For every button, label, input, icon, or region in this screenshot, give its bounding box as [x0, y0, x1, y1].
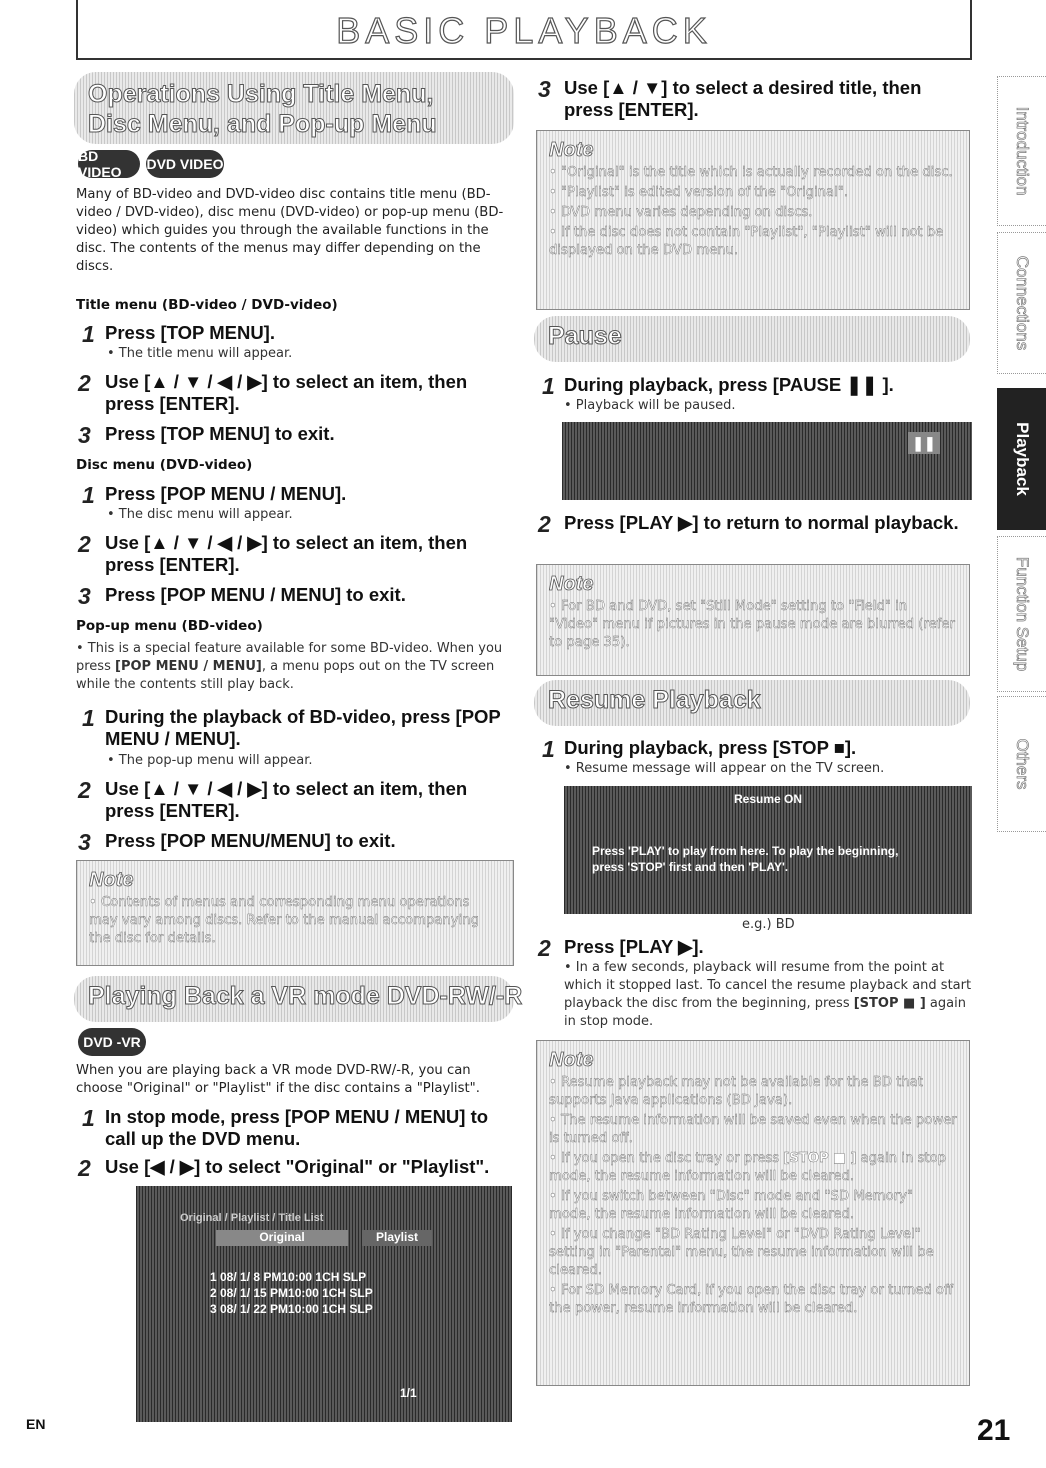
step-text: Press [PLAY ▶] to return to normal playback. — [564, 512, 959, 533]
section-title: Playing Back a VR mode DVD-RW/-R — [88, 982, 523, 1010]
title-menu-heading: Title menu (BD-video / DVD-video) — [76, 297, 338, 313]
disc-menu-heading: Disc menu (DVD-video) — [76, 457, 253, 473]
step-text: Press [TOP MENU]. — [105, 322, 275, 343]
note-box — [536, 1040, 970, 1386]
note-item: • "Original" is the title which is actually recorded on the disc. — [549, 165, 953, 180]
step-number: 2 — [78, 777, 91, 803]
page-header — [76, 0, 972, 60]
screen-row: 3 08/ 1/ 22 PM10:00 1CH SLP — [210, 1302, 373, 1316]
step-text: Use [▲ / ▼ / ◀ / ▶] to select an item, then press [ENTER]. — [105, 532, 468, 575]
step-number: 3 — [538, 76, 551, 102]
screen-title-bar: Original / Playlist / Title List — [180, 1212, 324, 1224]
note-box — [536, 564, 970, 676]
page-title: BASIC PLAYBACK — [336, 10, 712, 51]
step-number: 2 — [78, 531, 91, 557]
screen-page: 1/1 — [400, 1386, 417, 1400]
note-item: • If you open the disc tray or press [STOP ■ ] again in stop mode, the resume information will be cleared. — [549, 1151, 947, 1184]
resume-line: Press 'PLAY' to play from here. To play the beginning, — [592, 844, 899, 858]
step-text: Press [TOP MENU] to exit. — [105, 423, 335, 444]
step-text: Press [POP MENU / MENU]. — [105, 483, 347, 504]
step-number: 3 — [78, 829, 91, 855]
intro-text: Many of BD-video and DVD-video disc contains title menu (BD-video / DVD-video), disc menu (DVD-video) or pop-up menu (BD-video) which guides you through the available functions in the disc. The contents of the menus may differ depending on the discs. — [76, 187, 504, 274]
note-item: • For BD and DVD, set "Still Mode" setting to "Field" in "Video" menu if pictures in the pause mode are blurred (refer to page 35). — [549, 599, 955, 650]
section-title-line2: Disc Menu, and Pop-up Menu — [88, 110, 437, 138]
step-number: 2 — [538, 511, 551, 537]
note-item: • If you switch between "Disc" mode and "SD Memory" mode, the resume information will be cleared. — [549, 1189, 913, 1222]
note-box — [76, 860, 514, 966]
section-title: Resume Playback — [548, 686, 761, 714]
step-bullet: • The title menu will appear. — [107, 346, 293, 361]
step-text: During playback, press [PAUSE ❚❚ ]. — [564, 374, 894, 395]
step-bullet: • Playback will be paused. — [564, 398, 736, 413]
section-title-menus — [74, 72, 514, 144]
resume-screenshot — [564, 786, 972, 914]
note-item: • The resume information will be saved even when the power is turned off. — [549, 1113, 957, 1146]
step-number: 1 — [82, 1105, 95, 1131]
bd-video-logo: BD VIDEO — [78, 150, 140, 178]
step-text: Use [▲ / ▼] to select a desired title, then press [ENTER]. — [564, 77, 922, 120]
step-bullet: • In a few seconds, playback will resume from the point at which it stopped last. To cancel the resume playback and start playback the disc from the beginning, press [STOP ■ ] again in stop mode. — [564, 960, 972, 1029]
vr-intro-text: When you are playing back a VR mode DVD-RW/-R, you can choose "Original" or "Playlist" if the disc contains a "Playlist". — [76, 1063, 480, 1096]
step-text: In stop mode, press [POP MENU / MENU] to call up the DVD menu. — [105, 1106, 489, 1149]
step-number: 1 — [542, 373, 555, 399]
note-item: • Resume playback may not be available for the BD that supports Java applications (BD Java). — [549, 1075, 923, 1108]
section-pause — [534, 316, 970, 362]
screen-row: 2 08/ 1/ 15 PM10:00 1CH SLP — [210, 1286, 373, 1300]
page-number: 21 — [977, 1414, 1011, 1447]
step-text: Press [PLAY ▶]. — [564, 936, 704, 957]
side-tab-connections[interactable]: Connections — [997, 232, 1046, 374]
step-bullet: • The pop-up menu will appear. — [107, 753, 313, 768]
side-tab-others[interactable]: Others — [997, 696, 1046, 832]
note-item: • For SD Memory Card, if you open the disc tray or turned off the power, resume information will be cleared. — [549, 1283, 954, 1316]
language-label: EN — [26, 1416, 46, 1432]
screenshot-caption: e.g.) BD — [742, 917, 795, 932]
section-vr-mode — [74, 976, 523, 1022]
step-text: During the playback of BD-video, press [POP MENU / MENU]. — [105, 706, 501, 749]
section-title-line1: Operations Using Title Menu, — [88, 80, 434, 108]
side-tab-function-setup[interactable]: Function Setup — [997, 536, 1046, 692]
step-number: 1 — [82, 321, 95, 347]
step-text: Use [▲ / ▼ / ◀ / ▶] to select an item, then press [ENTER]. — [105, 778, 468, 821]
dvd-vr-logo: DVD -VR — [78, 1028, 146, 1056]
note-item: • DVD menu varies depending on discs. — [549, 205, 813, 220]
step-number: 1 — [82, 705, 95, 731]
resume-line: press 'STOP' first and then 'PLAY'. — [592, 860, 789, 874]
dvd-menu-screenshot — [136, 1186, 512, 1422]
note-title: Note — [549, 573, 594, 595]
pause-icon: ❚❚ — [908, 432, 940, 454]
note-item: • "Playlist" is edited version of the "Original". — [549, 185, 849, 200]
step-number: 3 — [78, 422, 91, 448]
note-item: • Contents of menus and corresponding menu operations may vary among discs. Refer to the manual accompanying the disc for details. — [89, 895, 479, 946]
step-number: 1 — [542, 736, 555, 762]
note-title: Note — [549, 139, 594, 161]
note-item: • If you change "BD Rating Level" or "DVD Rating Level" setting in "Parental" menu, the resume information will be cleared. — [549, 1227, 934, 1278]
note-title: Note — [549, 1049, 594, 1071]
screen-tab-playlist: Playlist — [362, 1230, 432, 1246]
step-bullet: • The disc menu will appear. — [107, 507, 293, 522]
section-resume-playback — [534, 680, 970, 726]
step-text: Use [▲ / ▼ / ◀ / ▶] to select an item, then press [ENTER]. — [105, 371, 468, 414]
screen-row: 1 08/ 1/ 8 PM10:00 1CH SLP — [210, 1270, 367, 1284]
resume-title: Resume ON — [733, 792, 803, 806]
step-number: 2 — [78, 370, 91, 396]
screen-tab-original: Original — [216, 1230, 348, 1246]
side-tab-playback[interactable]: Playback — [997, 388, 1046, 530]
dvd-video-logo: DVD VIDEO — [146, 150, 224, 178]
step-text: Press [POP MENU/MENU] to exit. — [105, 830, 396, 851]
step-text: During playback, press [STOP ■]. — [564, 737, 857, 758]
note-box — [536, 130, 970, 310]
step-number: 1 — [82, 482, 95, 508]
side-tab-introduction[interactable]: Introduction — [997, 76, 1046, 226]
step-text: Use [◀ / ▶] to select "Original" or "Playlist". — [105, 1156, 490, 1177]
pause-screenshot — [562, 422, 972, 500]
step-number: 2 — [538, 935, 551, 961]
step-bullet: • Resume message will appear on the TV screen. — [564, 761, 885, 776]
step-text: Press [POP MENU / MENU] to exit. — [105, 584, 406, 605]
step-number: 3 — [78, 583, 91, 609]
note-title: Note — [89, 869, 134, 891]
note-item: • If the disc does not contain "Playlist", "Playlist" will not be displayed on the DVD menu. — [549, 225, 944, 258]
popup-description: • This is a special feature available for some BD-video. When you press [POP MENU / MENU], a menu pops out on the TV screen while the contents still play back. — [76, 641, 503, 692]
section-title: Pause — [548, 322, 622, 350]
popup-menu-heading: Pop-up menu (BD-video) — [76, 618, 263, 634]
step-number: 2 — [78, 1155, 91, 1181]
